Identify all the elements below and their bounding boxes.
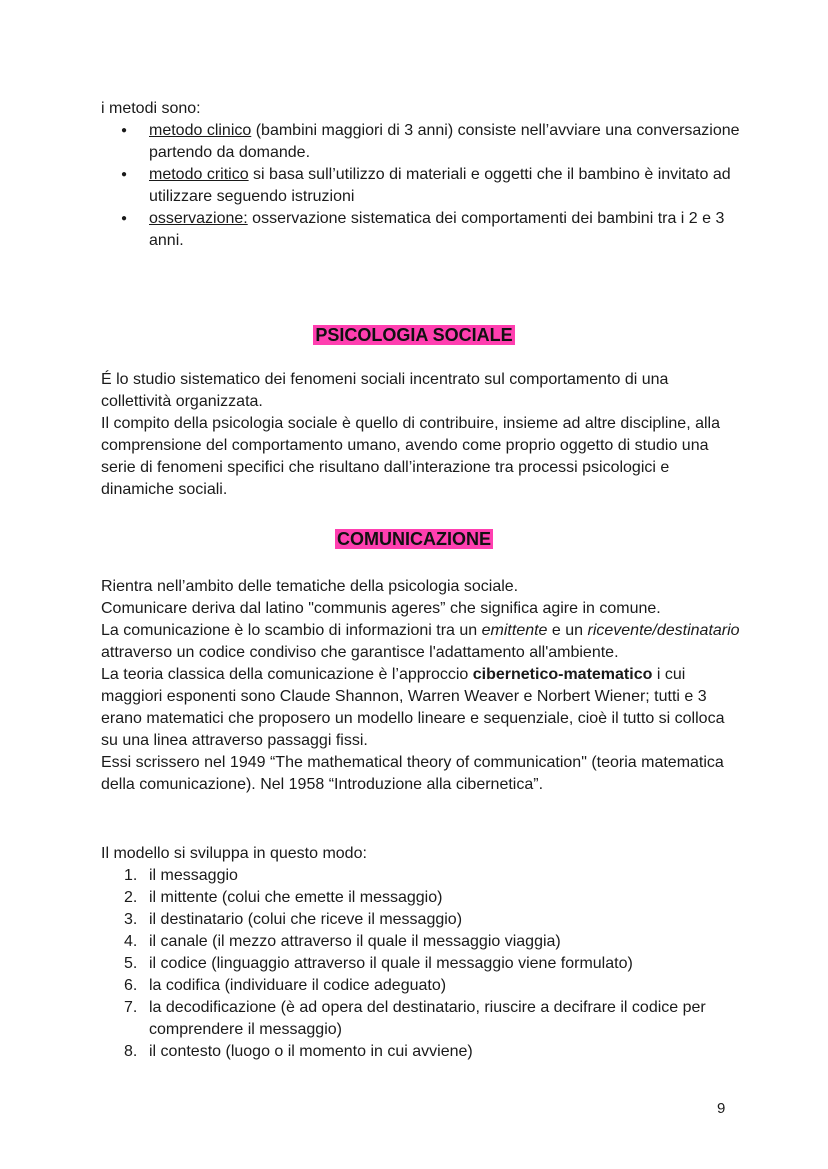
list-item [101, 120, 741, 164]
section-heading-psicologia-sociale [0, 323, 828, 347]
list-item [101, 865, 741, 887]
list-item [101, 997, 741, 1041]
italic-term: ricevente/destinatario [587, 622, 740, 639]
list-item [101, 887, 741, 909]
list-number: 3. [124, 911, 138, 928]
list-number: 7. [124, 999, 138, 1016]
text-run: La comunicazione è lo scambio di informazioni tra un [101, 622, 482, 639]
list-item [101, 208, 741, 252]
paragraph: Comunicare deriva dal latino "communis ageres” che significa agire in comune. [101, 600, 661, 617]
list-item [101, 164, 741, 208]
list-number: 1. [124, 867, 138, 884]
model-section [101, 843, 741, 1063]
list-item [101, 909, 741, 931]
list-text: la decodificazione (è ad opera del destinatario, riuscire a decifrare il codice per comprendere il messaggio) [149, 999, 706, 1038]
paragraph [101, 664, 741, 752]
paragraph: Essi scrissero nel 1949 “The mathematical theory of communication" (teoria matematica della comunicazione). Nel 1958 “Introduzione alla cibernetica”. [101, 754, 724, 793]
methods-list [101, 120, 741, 252]
list-text: il canale (il mezzo attraverso il quale il messaggio viaggia) [149, 933, 561, 950]
page-number: 9 [717, 1100, 726, 1117]
list-text: il messaggio [149, 867, 238, 884]
list-text: il mittente (colui che emette il messaggio) [149, 889, 443, 906]
list-item [101, 931, 741, 953]
list-number: 2. [124, 889, 138, 906]
method-description: (bambini maggiori di 3 anni) consiste nell’avviare una conversazione partendo da domande. [149, 122, 740, 161]
comunicazione-body [101, 576, 741, 796]
list-text: il destinatario (colui che riceve il messaggio) [149, 911, 463, 928]
paragraph: É lo studio sistematico dei fenomeni sociali incentrato sul comportamento di una collettività organizzata. [101, 371, 669, 410]
list-item [101, 975, 741, 997]
method-description: si basa sull’utilizzo di materiali e oggetti che il bambino è invitato ad utilizzare seguendo istruzioni [149, 166, 731, 205]
list-number: 6. [124, 977, 138, 994]
text-run: attraverso un codice condiviso che garantisce l'adattamento all'ambiente. [101, 644, 619, 661]
method-term: metodo critico [149, 166, 249, 183]
paragraph: Rientra nell’ambito delle tematiche della psicologia sociale. [101, 578, 519, 595]
list-text: la codifica (individuare il codice adeguato) [149, 977, 447, 994]
method-term: metodo clinico [149, 122, 252, 139]
bold-term: cibernetico-matematico [472, 666, 653, 683]
methods-intro: i metodi sono: [101, 100, 201, 117]
list-item [101, 953, 741, 975]
list-number: 8. [124, 1043, 138, 1060]
list-number: 4. [124, 933, 138, 950]
heading-text: COMUNICAZIONE [337, 529, 491, 549]
italic-term: emittente [481, 622, 548, 639]
list-item [101, 1041, 741, 1063]
list-text: il codice (linguaggio attraverso il quale il messaggio viene formulato) [149, 955, 633, 972]
methods-section [101, 98, 741, 252]
text-run: La teoria classica della comunicazione è l’approccio [101, 666, 473, 683]
heading-text: PSICOLOGIA SOCIALE [315, 325, 513, 345]
model-list [101, 865, 741, 1063]
method-term: osservazione: [149, 210, 248, 227]
text-run: e un [547, 622, 588, 639]
paragraph: Il compito della psicologia sociale è quello di contribuire, insieme ad altre discipline, alla comprensione del comportamento umano, avendo come proprio oggetto di studio una serie di fenomeni specifici che risultano dall’interazione tra processi psicologici e dinamiche sociali. [101, 415, 720, 498]
text-run: i cui maggiori esponenti sono Claude Shannon, Warren Weaver e Norbert Wiener; tutti e 3 erano matematici che proposero un modello lineare e sequenziale, cioè il tutto si colloca su una linea attraverso passaggi fissi. [101, 666, 725, 749]
section-heading-comunicazione [0, 527, 828, 551]
paragraph [101, 620, 741, 664]
method-description: osservazione sistematica dei comportamenti dei bambini tra i 2 e 3 anni. [149, 210, 725, 249]
list-text: il contesto (luogo o il momento in cui avviene) [149, 1043, 473, 1060]
list-number: 5. [124, 955, 138, 972]
model-intro: Il modello si sviluppa in questo modo: [101, 845, 367, 862]
psicologia-sociale-body [101, 369, 741, 501]
